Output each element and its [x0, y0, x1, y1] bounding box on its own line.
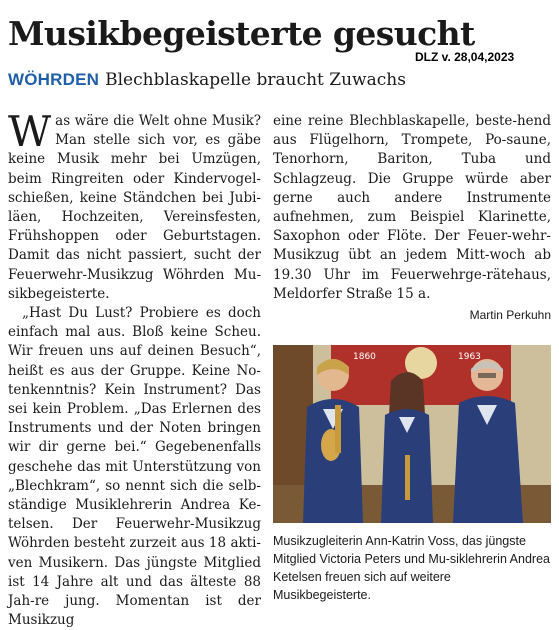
banner-year-right: 1963 — [458, 352, 481, 362]
photo-caption: Musikzugleiterin Ann-Katrin Voss, das jüngste Mitglied Victoria Peters und Mu-siklehrerin Andrea Ketelsen freuen sich auf weitere Musikbegeisterte. — [273, 534, 550, 602]
headline: Musikbegeisterte gesucht — [8, 14, 475, 53]
subheadline — [8, 68, 406, 92]
svg-text:1963 — [458, 352, 481, 362]
article-column-1 — [8, 107, 261, 630]
deck-text: Blechblaskapelle braucht Zuwachs — [105, 70, 406, 90]
source-note: DLZ v. 28,04,2023 — [415, 50, 515, 64]
paragraph-2: „Hast Du Lust? Probiere es doch einfach mal aus. Bloß keine Scheu. Wir freuen uns auf deinen Besuch“, heißt es aus der Gruppe. Keine No-tenkenntnis? Kein Instrument? Das sei kein Problem. „Das Erlernen des Instruments und der Noten bringen wir dir gerne bei.“ Gegebenenfalls geschehe das mit Unterstützung von „Blechkram“, so nennt sich die selb-ständige Musiklehrerin Andrea Ke-telsen. Der Feuerwehr-Musikzug Wöhrden besteht zurzeit aus 18 akti-ven Musikern. Das jüngste Mitglied ist 14 Jahre alt und das älteste 88 Jah-re jung. Momentan ist der Musikzug — [8, 305, 261, 629]
svg-text:1860 — [353, 352, 376, 362]
paragraph-1-text: as wäre die Welt ohne Musik? Man stelle sich vor, es gäbe keine Musik mehr bei Umzügen, beim Ringreiten oder Kindervogel-schießen, keine Ständchen bei Jubi-läen, Hochzeiten, Vereinsfesten, Frühshoppen oder Geburtstagen. Damit das nicht passiert, sucht der Feuerwehr-Musikzug Wöhrden Mu-sikbegeisterte. — [8, 113, 261, 302]
photo-illustration — [273, 345, 551, 523]
article-column-2 — [273, 112, 551, 325]
paragraph-3: eine reine Blechblaskapelle, beste-hend aus Flügelhorn, Trompete, Po-saune, Tenorhorn, Bariton, Tuba und Schlagzeug. Die Gruppe würde aber gerne auch andere Instrumente aufnehmen, zum Beispiel Klarinette, Saxophon oder Flöte. Der Feuer-wehr-Musikzug übt an jedem Mitt-woch ab 19.30 Uhr im Feuerwehrge-rätehaus, Meldorfer Straße 15 a. — [273, 113, 551, 302]
group-photo — [273, 345, 551, 523]
author-byline: Martin Perkuhn — [469, 308, 551, 323]
dateline-place: WÖHRDEN — [8, 70, 100, 89]
banner-year-left: 1860 — [353, 352, 376, 362]
paragraph-1 — [8, 107, 261, 304]
drop-cap: W — [8, 107, 52, 156]
